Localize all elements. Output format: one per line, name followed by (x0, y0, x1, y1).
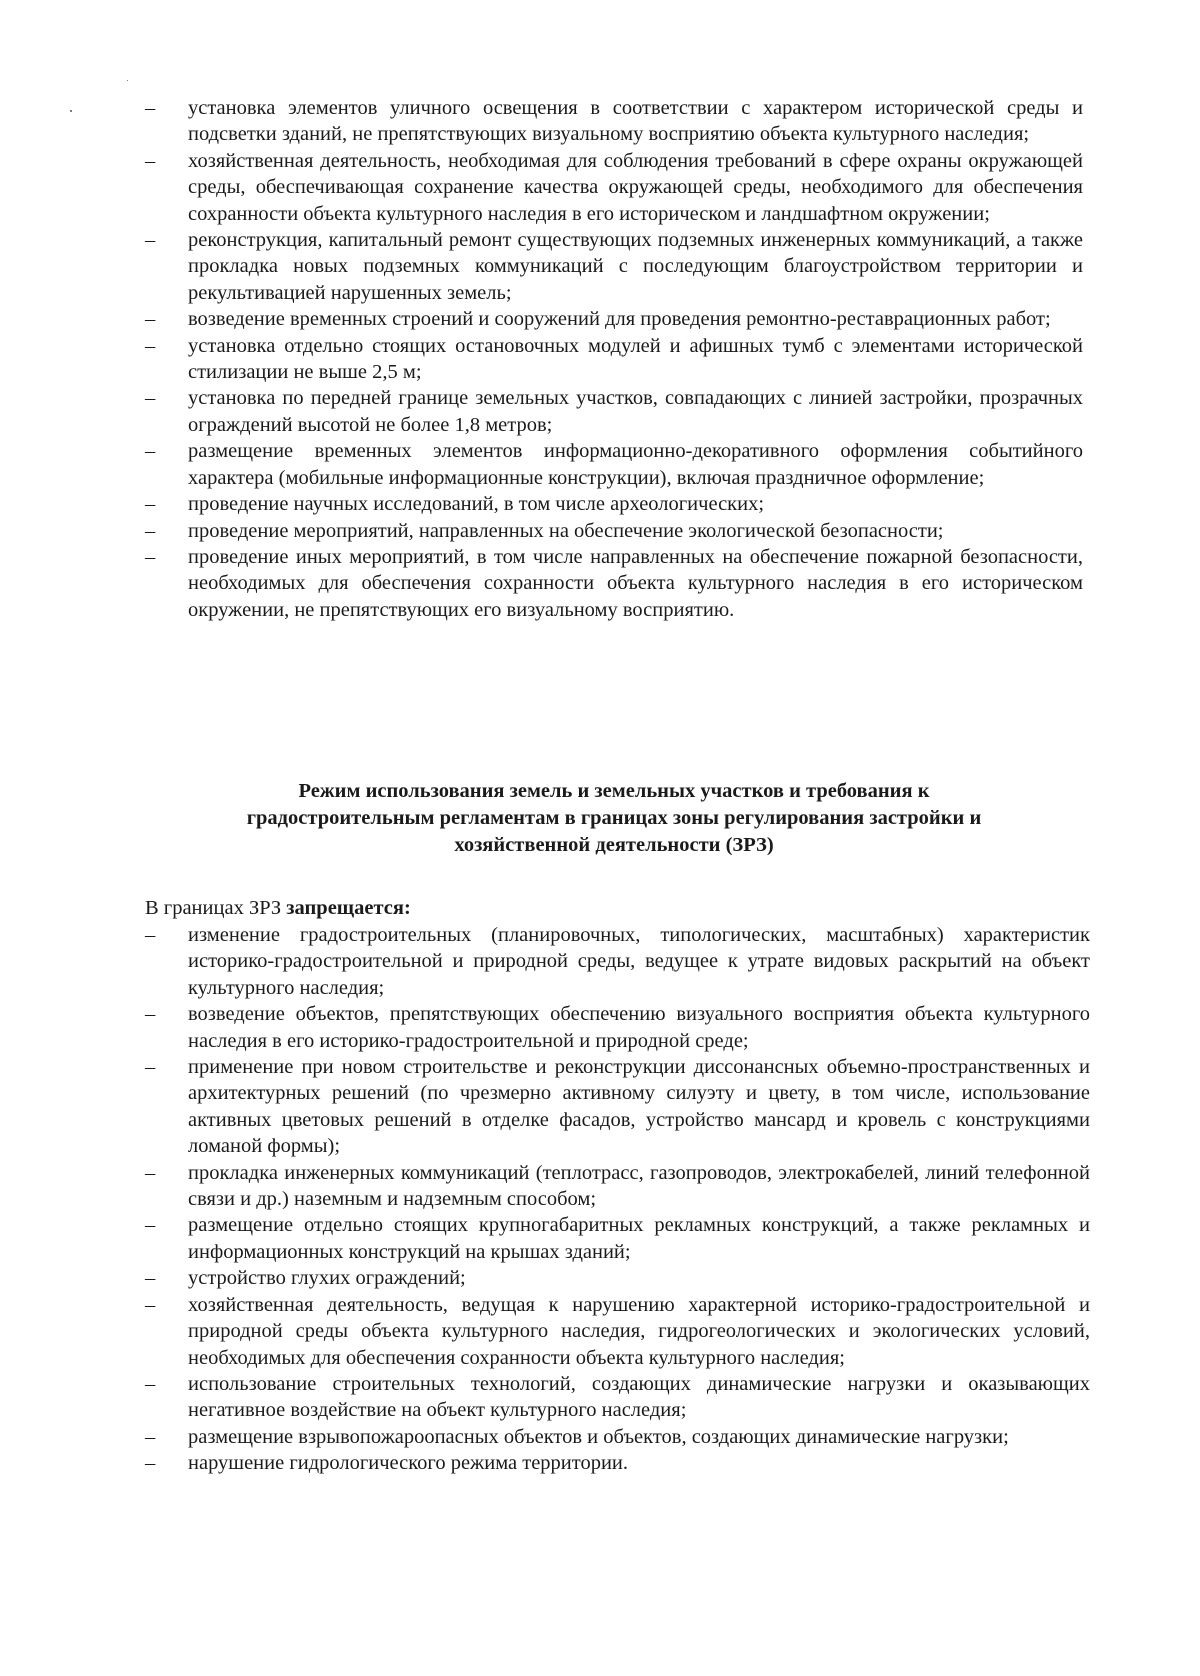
list-dash: – (145, 440, 156, 463)
intro-bold: запрещается: (286, 897, 411, 919)
list-item (145, 148, 1083, 227)
list-dash: – (145, 1056, 156, 1079)
list-item (145, 1212, 1090, 1265)
list-dash: – (145, 1267, 156, 1290)
list-item-text: хозяйственная деятельность, ведущая к нарушению характерной историко-градостроительной и природной среды объекта культурного наследия, гидрогеологических и экологических условий, необходимых для обеспечения сохранности объекта культурного наследия; (188, 1293, 1090, 1369)
list-dash: – (145, 1214, 156, 1237)
list-item (145, 1265, 1090, 1291)
list-dash: – (145, 334, 156, 357)
list-item-text: установка элементов уличного освещения в соответствии с характером исторической среды и подсветки зданий, не препятствующих визуальному восприятию объекта культурного наследия; (188, 97, 1083, 146)
list-item-text: прокладка инженерных коммуникаций (теплотрасс, газопроводов, электрокабелей, линий телефонной связи и др.) наземным и надземным способом; (188, 1161, 1090, 1211)
heading-line: хозяйственной деятельности (ЗРЗ) (454, 834, 774, 856)
permitted-activities-list (145, 95, 1083, 623)
scan-speck (127, 80, 128, 81)
list-item-text: использование строительных технологий, создающих динамические нагрузки и оказывающих негативное воздействие на объект культурного наследия; (188, 1372, 1090, 1422)
list-item-text: нарушение гидрологического режима территории. (188, 1452, 629, 1475)
list-item (145, 491, 1083, 517)
list-item-text: применение при новом строительстве и реконструкции диссонансных объемно-пространственных и архитектурных решений (по чрезмерно активному силуэту и цвету, в том числе, использование активных цветовых решений в отделке фасадов, устройство мансард и кровель с конструкциями ломаной формы); (188, 1056, 1090, 1158)
list-dash: – (145, 1293, 156, 1316)
heading-line: градостроительным регламентам в границах зоны регулирования застройки и (246, 807, 982, 829)
list-dash: – (145, 308, 156, 331)
list-item-text: проведение научных исследований, в том числе археологических; (188, 493, 765, 516)
list-item-text: размещение отдельно стоящих крупногабаритных рекламных конструкций, а также рекламных и информационных конструкций на крышах зданий; (188, 1214, 1090, 1263)
heading-line: Режим использования земель и земельных участков и требования к (298, 780, 930, 802)
list-item (145, 922, 1090, 1001)
list-dash: – (145, 493, 156, 516)
list-item-text: реконструкция, капитальный ремонт существующих подземных инженерных коммуникаций, а также прокладка новых подземных коммуникаций с последующим благоустройством территории и рекультивацией нарушенных земель; (188, 229, 1083, 304)
list-item-text: возведение объектов, препятствующих обеспечению визуального восприятия объекта культурного наследия в его историко-градостроительной и природной среде; (188, 1003, 1090, 1052)
list-item-text: проведение мероприятий, направленных на обеспечение экологической безопасности; (188, 519, 944, 542)
list-dash: – (145, 519, 156, 542)
prohibited-activities-list (145, 922, 1090, 1477)
list-item-text: размещение временных элементов информационно-декоративного оформления событийного характера (мобильные информационные конструкции), включая праздничное оформление; (188, 440, 1083, 489)
list-item (145, 1001, 1090, 1054)
list-item (145, 306, 1083, 332)
list-dash: – (145, 387, 156, 410)
list-item (145, 1424, 1090, 1450)
list-dash: – (145, 1452, 156, 1475)
list-item-text: устройство глухих ограждений; (188, 1267, 466, 1290)
scan-speck (70, 110, 72, 112)
list-item (145, 227, 1083, 306)
list-item-text: проведение иных мероприятий, в том числе направленных на обеспечение пожарной безопасности, необходимых для обеспечения сохранности объекта культурного наследия в его историческом окружении, не препятствующих его визуальному восприятию. (188, 545, 1083, 621)
intro-paragraph (145, 895, 411, 922)
list-dash: – (145, 1161, 156, 1184)
list-item (145, 544, 1083, 623)
list-item (145, 1292, 1090, 1371)
list-dash: – (145, 1425, 156, 1448)
list-item-text: изменение градостроительных (планировочных, типологических, масштабных) характеристик историко-градостроительной и природной среды, ведущее к утрате видовых раскрытий на объект культурного наследия; (188, 924, 1090, 999)
list-dash: – (145, 149, 156, 172)
list-item-text: хозяйственная деятельность, необходимая для соблюдения требований в сфере охраны окружающей среды, обеспечивающая сохранение качества окружающей среды, необходимого для обеспечения сохранности объекта культурного наследия в его историческом и ландшафтном окружении; (188, 149, 1083, 225)
list-dash: – (145, 924, 156, 946)
list-item (145, 1054, 1090, 1160)
list-item (145, 385, 1083, 438)
intro-prefix: В границах ЗРЗ (145, 897, 287, 919)
list-dash: – (145, 1372, 156, 1395)
list-item (145, 95, 1083, 148)
list-item-text: возведение временных строений и сооружений для проведения ремонтно-реставрационных работ; (188, 308, 1051, 331)
list-item (145, 1160, 1090, 1213)
list-dash: – (145, 1003, 156, 1026)
list-item (145, 518, 1083, 544)
list-item-text: установка отдельно стоящих остановочных модулей и афишных тумб с элементами исторической стилизации не выше 2,5 м; (188, 334, 1083, 384)
list-dash: – (145, 97, 156, 119)
list-dash: – (145, 229, 156, 252)
list-item (145, 1371, 1090, 1424)
list-item (145, 438, 1083, 491)
list-item-text: размещение взрывопожароопасных объектов и объектов, создающих динамические нагрузки; (188, 1425, 1009, 1448)
section-heading (145, 778, 1083, 859)
list-item (145, 333, 1083, 386)
list-item (145, 1450, 1090, 1476)
list-item-text: установка по передней границе земельных участков, совпадающих с линией застройки, прозрачных ограждений высотой не более 1,8 метров; (188, 387, 1083, 436)
list-dash: – (145, 545, 156, 568)
